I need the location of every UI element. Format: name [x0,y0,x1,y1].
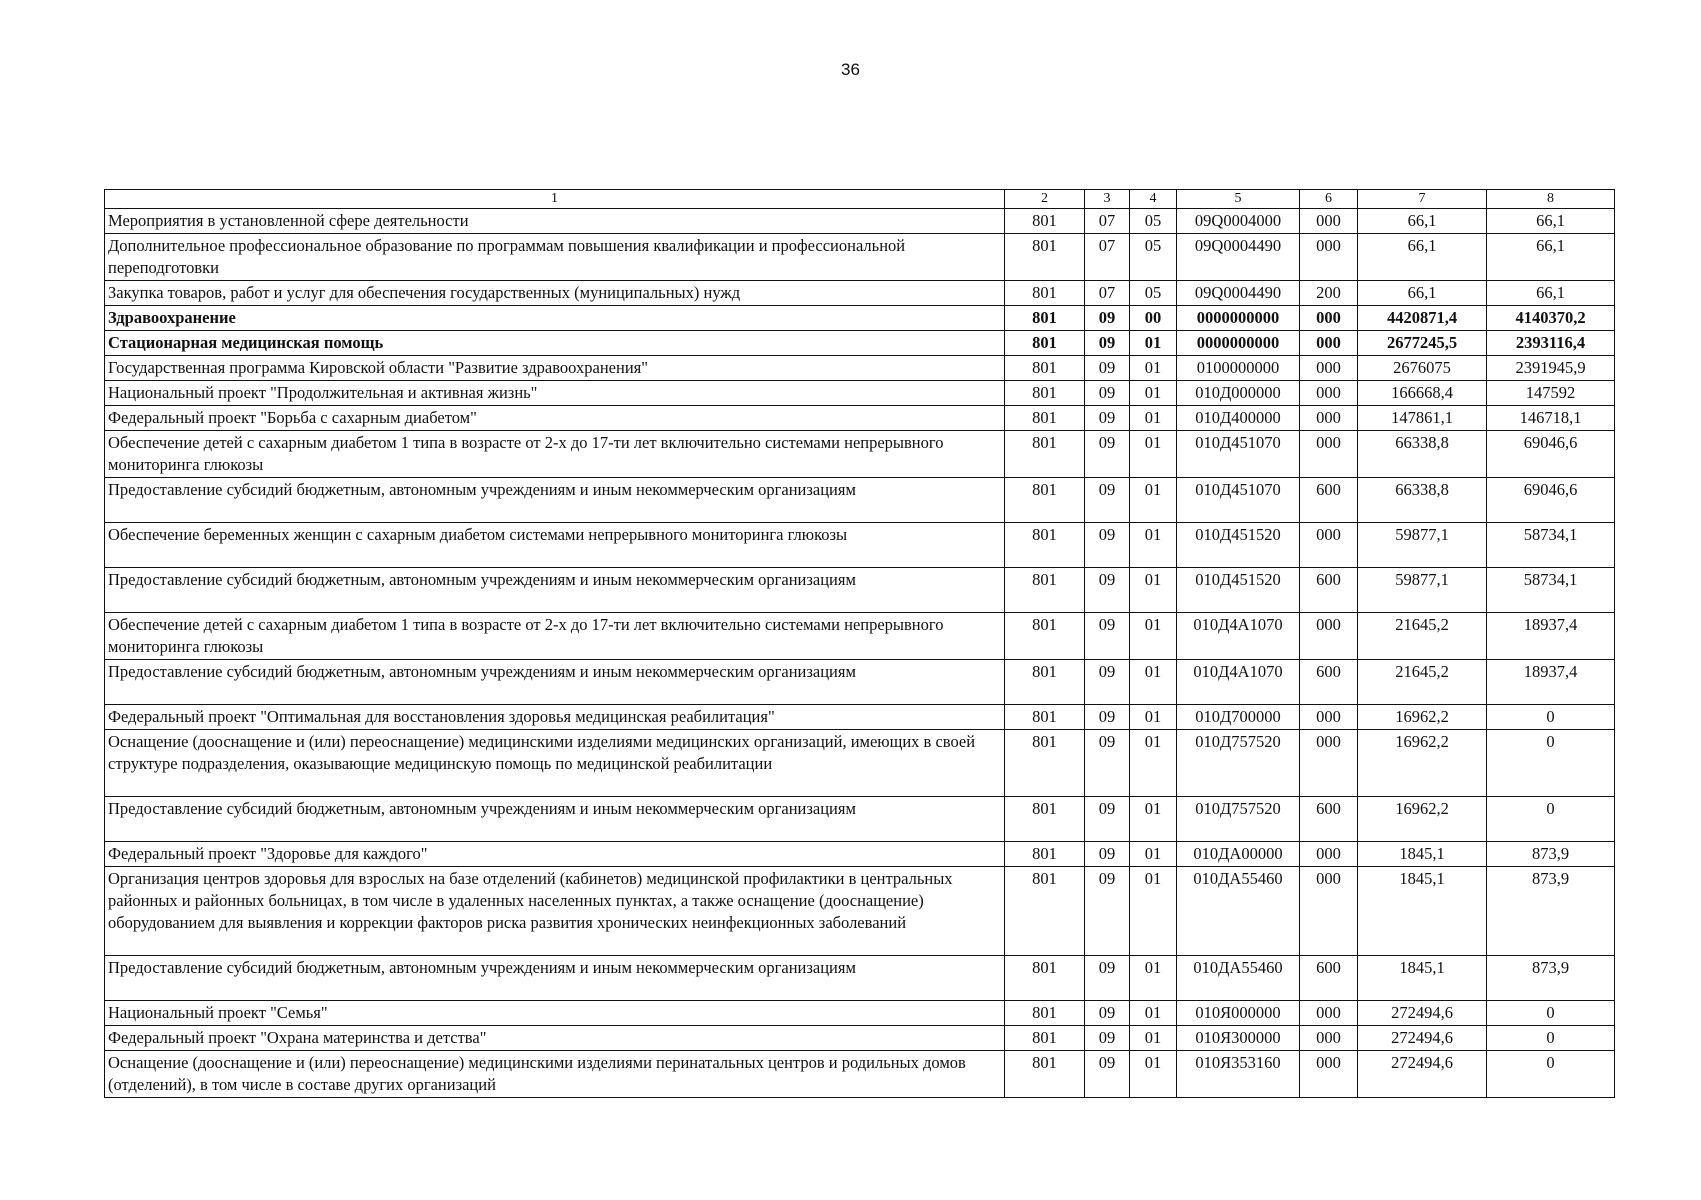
cell-col-2: 801 [1005,660,1085,705]
table-row [105,1051,1615,1098]
cell-col-4: 01 [1130,660,1177,705]
cell-col-7: 272494,6 [1358,1051,1487,1098]
row-name: Предоставление субсидий бюджетным, автономным учреждениям и иным некоммерческим организациям [105,956,1005,1001]
row-name: Организация центров здоровья для взрослых на базе отделений (кабинетов) медицинской профилактики в центральных районных и районных больницах, в том числе в удаленных населенных пунктах, а также оснащение (дооснащение) оборудованием для выявления и коррекции факторов риска развития хронических неинфекционных заболеваний [105,867,1005,956]
cell-col-8: 66,1 [1487,234,1615,281]
row-name: Обеспечение детей с сахарным диабетом 1 типа в возрасте от 2-х до 17-ти лет включительно системами непрерывного мониторинга глюкозы [105,431,1005,478]
cell-col-6: 000 [1300,209,1358,234]
row-name: Обеспечение беременных женщин с сахарным диабетом системами непрерывного мониторинга глюкозы [105,523,1005,568]
cell-col-3: 09 [1085,613,1130,660]
table-row [105,797,1615,842]
cell-col-2: 801 [1005,381,1085,406]
table-row [105,1001,1615,1026]
row-name: Федеральный проект "Охрана материнства и детства" [105,1026,1005,1051]
cell-col-4: 01 [1130,568,1177,613]
cell-col-5: 010ДА00000 [1177,842,1300,867]
cell-col-2: 801 [1005,356,1085,381]
cell-col-2: 801 [1005,613,1085,660]
cell-col-7: 4420871,4 [1358,306,1487,331]
cell-col-7: 1845,1 [1358,867,1487,956]
cell-col-8: 0 [1487,730,1615,797]
row-name: Стационарная медицинская помощь [105,331,1005,356]
row-name: Оснащение (дооснащение и (или) переоснащение) медицинскими изделиями медицинских организаций, имеющих в своей структуре подразделения, оказывающие медицинскую помощь по медицинской реабилитации [105,730,1005,797]
table-row [105,523,1615,568]
cell-col-2: 801 [1005,797,1085,842]
cell-col-8: 873,9 [1487,956,1615,1001]
column-header: 3 [1085,190,1130,209]
cell-col-3: 09 [1085,1001,1130,1026]
cell-col-6: 600 [1300,660,1358,705]
table-row [105,306,1615,331]
cell-col-6: 000 [1300,705,1358,730]
cell-col-6: 000 [1300,234,1358,281]
row-name: Федеральный проект "Здоровье для каждого" [105,842,1005,867]
cell-col-5: 010ДА55460 [1177,867,1300,956]
cell-col-6: 600 [1300,956,1358,1001]
cell-col-2: 801 [1005,568,1085,613]
cell-col-3: 09 [1085,406,1130,431]
cell-col-3: 07 [1085,281,1130,306]
cell-col-6: 000 [1300,431,1358,478]
cell-col-2: 801 [1005,431,1085,478]
cell-col-3: 09 [1085,842,1130,867]
cell-col-4: 01 [1130,523,1177,568]
cell-col-2: 801 [1005,1051,1085,1098]
cell-col-6: 600 [1300,797,1358,842]
cell-col-2: 801 [1005,306,1085,331]
cell-col-7: 16962,2 [1358,730,1487,797]
column-header: 5 [1177,190,1300,209]
row-name: Закупка товаров, работ и услуг для обеспечения государственных (муниципальных) нужд [105,281,1005,306]
cell-col-7: 272494,6 [1358,1001,1487,1026]
cell-col-2: 801 [1005,478,1085,523]
cell-col-2: 801 [1005,209,1085,234]
cell-col-6: 200 [1300,281,1358,306]
cell-col-2: 801 [1005,842,1085,867]
table-row [105,705,1615,730]
cell-col-8: 69046,6 [1487,431,1615,478]
cell-col-8: 66,1 [1487,281,1615,306]
table-row [105,1026,1615,1051]
cell-col-4: 01 [1130,613,1177,660]
cell-col-6: 000 [1300,331,1358,356]
cell-col-5: 09Q0004490 [1177,281,1300,306]
cell-col-5: 010Д000000 [1177,381,1300,406]
cell-col-6: 000 [1300,1001,1358,1026]
row-name: Предоставление субсидий бюджетным, автономным учреждениям и иным некоммерческим организациям [105,568,1005,613]
cell-col-6: 600 [1300,568,1358,613]
cell-col-3: 09 [1085,478,1130,523]
cell-col-5: 010Д451070 [1177,431,1300,478]
cell-col-5: 0000000000 [1177,306,1300,331]
cell-col-7: 66338,8 [1358,478,1487,523]
cell-col-4: 01 [1130,705,1177,730]
cell-col-3: 07 [1085,209,1130,234]
cell-col-7: 1845,1 [1358,842,1487,867]
column-header: 8 [1487,190,1615,209]
row-name: Предоставление субсидий бюджетным, автономным учреждениям и иным некоммерческим организациям [105,660,1005,705]
cell-col-6: 000 [1300,356,1358,381]
cell-col-5: 010Д451520 [1177,523,1300,568]
table-row [105,234,1615,281]
cell-col-2: 801 [1005,1026,1085,1051]
cell-col-4: 01 [1130,478,1177,523]
cell-col-6: 000 [1300,613,1358,660]
cell-col-4: 01 [1130,381,1177,406]
cell-col-6: 600 [1300,478,1358,523]
cell-col-5: 010Д400000 [1177,406,1300,431]
cell-col-3: 09 [1085,660,1130,705]
cell-col-2: 801 [1005,1001,1085,1026]
table-row [105,956,1615,1001]
cell-col-7: 2677245,5 [1358,331,1487,356]
column-header: 1 [105,190,1005,209]
cell-col-8: 0 [1487,797,1615,842]
table-row [105,660,1615,705]
cell-col-5: 010Д757520 [1177,730,1300,797]
cell-col-2: 801 [1005,331,1085,356]
table-row [105,406,1615,431]
cell-col-7: 66,1 [1358,281,1487,306]
cell-col-2: 801 [1005,234,1085,281]
cell-col-3: 09 [1085,705,1130,730]
cell-col-2: 801 [1005,281,1085,306]
cell-col-2: 801 [1005,705,1085,730]
cell-col-6: 000 [1300,842,1358,867]
row-name: Дополнительное профессиональное образование по программам повышения квалификации и профессиональной переподготовки [105,234,1005,281]
cell-col-3: 09 [1085,331,1130,356]
row-name: Федеральный проект "Оптимальная для восстановления здоровья медицинская реабилитация" [105,705,1005,730]
cell-col-7: 16962,2 [1358,797,1487,842]
table-header-row [105,190,1615,209]
cell-col-6: 000 [1300,523,1358,568]
cell-col-8: 0 [1487,705,1615,730]
cell-col-4: 01 [1130,956,1177,1001]
row-name: Предоставление субсидий бюджетным, автономным учреждениям и иным некоммерческим организациям [105,797,1005,842]
table-row [105,381,1615,406]
page-number: 36 [841,60,860,79]
cell-col-7: 59877,1 [1358,523,1487,568]
cell-col-8: 18937,4 [1487,613,1615,660]
row-name: Государственная программа Кировской области "Развитие здравоохранения" [105,356,1005,381]
cell-col-4: 05 [1130,209,1177,234]
cell-col-3: 09 [1085,356,1130,381]
cell-col-6: 000 [1300,1051,1358,1098]
cell-col-4: 01 [1130,431,1177,478]
row-name: Мероприятия в установленной сфере деятельности [105,209,1005,234]
column-header: 7 [1358,190,1487,209]
row-name: Национальный проект "Продолжительная и активная жизнь" [105,381,1005,406]
cell-col-3: 09 [1085,730,1130,797]
cell-col-8: 0 [1487,1026,1615,1051]
cell-col-3: 09 [1085,1051,1130,1098]
cell-col-5: 010Д4А1070 [1177,613,1300,660]
table-row [105,209,1615,234]
table-row [105,331,1615,356]
cell-col-7: 1845,1 [1358,956,1487,1001]
cell-col-4: 01 [1130,867,1177,956]
cell-col-3: 09 [1085,306,1130,331]
cell-col-2: 801 [1005,956,1085,1001]
table-row [105,613,1615,660]
cell-col-3: 09 [1085,797,1130,842]
row-name: Федеральный проект "Борьба с сахарным диабетом" [105,406,1005,431]
cell-col-8: 4140370,2 [1487,306,1615,331]
table-row [105,842,1615,867]
cell-col-3: 09 [1085,568,1130,613]
cell-col-8: 146718,1 [1487,406,1615,431]
cell-col-3: 09 [1085,956,1130,1001]
cell-col-4: 05 [1130,234,1177,281]
cell-col-7: 59877,1 [1358,568,1487,613]
cell-col-8: 18937,4 [1487,660,1615,705]
cell-col-4: 00 [1130,306,1177,331]
table-row [105,281,1615,306]
cell-col-3: 07 [1085,234,1130,281]
row-name: Обеспечение детей с сахарным диабетом 1 типа в возрасте от 2-х до 17-ти лет включительно системами непрерывного мониторинга глюкозы [105,613,1005,660]
cell-col-4: 01 [1130,1001,1177,1026]
cell-col-5: 0100000000 [1177,356,1300,381]
cell-col-7: 66,1 [1358,234,1487,281]
cell-col-3: 09 [1085,381,1130,406]
cell-col-6: 000 [1300,406,1358,431]
table-row [105,867,1615,956]
cell-col-2: 801 [1005,406,1085,431]
cell-col-4: 01 [1130,1026,1177,1051]
table-row [105,431,1615,478]
cell-col-8: 58734,1 [1487,568,1615,613]
row-name: Предоставление субсидий бюджетным, автономным учреждениям и иным некоммерческим организациям [105,478,1005,523]
cell-col-5: 010Я353160 [1177,1051,1300,1098]
cell-col-6: 000 [1300,306,1358,331]
cell-col-3: 09 [1085,523,1130,568]
table-row [105,478,1615,523]
column-header: 2 [1005,190,1085,209]
cell-col-2: 801 [1005,523,1085,568]
cell-col-4: 05 [1130,281,1177,306]
cell-col-7: 147861,1 [1358,406,1487,431]
cell-col-5: 010Д451070 [1177,478,1300,523]
table-row [105,568,1615,613]
cell-col-5: 010Д700000 [1177,705,1300,730]
cell-col-8: 873,9 [1487,842,1615,867]
cell-col-4: 01 [1130,406,1177,431]
row-name: Здравоохранение [105,306,1005,331]
row-name: Национальный проект "Семья" [105,1001,1005,1026]
cell-col-5: 010Д757520 [1177,797,1300,842]
cell-col-5: 010Д4А1070 [1177,660,1300,705]
cell-col-3: 09 [1085,431,1130,478]
cell-col-8: 66,1 [1487,209,1615,234]
cell-col-7: 66338,8 [1358,431,1487,478]
cell-col-5: 010Я000000 [1177,1001,1300,1026]
cell-col-8: 147592 [1487,381,1615,406]
cell-col-5: 09Q0004000 [1177,209,1300,234]
cell-col-4: 01 [1130,842,1177,867]
table-row [105,356,1615,381]
cell-col-6: 000 [1300,730,1358,797]
cell-col-7: 66,1 [1358,209,1487,234]
budget-table [104,189,1615,1098]
cell-col-5: 09Q0004490 [1177,234,1300,281]
cell-col-4: 01 [1130,356,1177,381]
cell-col-4: 01 [1130,730,1177,797]
cell-col-4: 01 [1130,797,1177,842]
cell-col-5: 010Я300000 [1177,1026,1300,1051]
cell-col-4: 01 [1130,1051,1177,1098]
table-row [105,730,1615,797]
cell-col-3: 09 [1085,1026,1130,1051]
cell-col-8: 69046,6 [1487,478,1615,523]
cell-col-6: 000 [1300,1026,1358,1051]
cell-col-8: 58734,1 [1487,523,1615,568]
cell-col-4: 01 [1130,331,1177,356]
cell-col-2: 801 [1005,867,1085,956]
row-name: Оснащение (дооснащение и (или) переоснащение) медицинскими изделиями перинатальных центров и родильных домов (отделений), в том числе в составе других организаций [105,1051,1005,1098]
cell-col-8: 873,9 [1487,867,1615,956]
cell-col-7: 16962,2 [1358,705,1487,730]
cell-col-7: 272494,6 [1358,1026,1487,1051]
cell-col-8: 0 [1487,1051,1615,1098]
column-header: 6 [1300,190,1358,209]
cell-col-7: 21645,2 [1358,660,1487,705]
column-header: 4 [1130,190,1177,209]
cell-col-3: 09 [1085,867,1130,956]
cell-col-8: 2393116,4 [1487,331,1615,356]
cell-col-6: 000 [1300,867,1358,956]
cell-col-5: 0000000000 [1177,331,1300,356]
cell-col-5: 010Д451520 [1177,568,1300,613]
cell-col-2: 801 [1005,730,1085,797]
cell-col-7: 2676075 [1358,356,1487,381]
cell-col-5: 010ДА55460 [1177,956,1300,1001]
cell-col-6: 000 [1300,381,1358,406]
cell-col-7: 166668,4 [1358,381,1487,406]
cell-col-8: 0 [1487,1001,1615,1026]
cell-col-7: 21645,2 [1358,613,1487,660]
cell-col-8: 2391945,9 [1487,356,1615,381]
